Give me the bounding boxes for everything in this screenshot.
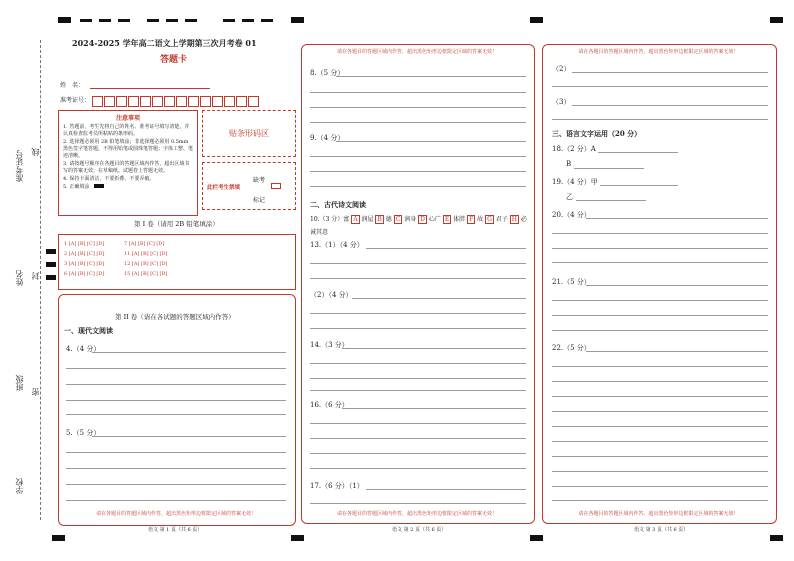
timing-mark xyxy=(291,17,304,23)
timing-mark xyxy=(147,19,159,22)
answer-line[interactable] xyxy=(342,348,526,349)
filled-example xyxy=(94,184,104,188)
absent-box xyxy=(202,162,296,210)
q10-box[interactable]: D xyxy=(420,216,425,223)
notice-box xyxy=(58,110,198,216)
timing-mark xyxy=(118,19,130,22)
page-title: 2024-2025 学年高二语文上学期第三次月考卷 01 xyxy=(72,38,257,48)
question-label: 14.（3 分） xyxy=(310,341,349,349)
answer-line[interactable] xyxy=(352,298,526,299)
answer-line[interactable] xyxy=(342,408,526,409)
answer-line[interactable] xyxy=(336,76,526,77)
page-subtitle: 答题卡 xyxy=(160,55,188,65)
answer-line[interactable] xyxy=(552,396,768,397)
answer-line[interactable] xyxy=(552,315,768,316)
q10-text: 必 xyxy=(520,216,527,223)
answer-line[interactable] xyxy=(366,248,526,249)
answer-line[interactable] xyxy=(310,423,526,424)
q10-box[interactable]: B xyxy=(377,216,382,223)
sidebar-feng: 封 xyxy=(31,272,40,280)
answer-line[interactable] xyxy=(92,436,286,437)
timing-mark xyxy=(223,19,235,22)
answer-line[interactable] xyxy=(92,352,286,353)
timing-mark xyxy=(770,17,783,23)
answer-line[interactable] xyxy=(66,368,286,369)
answer-line[interactable] xyxy=(586,285,768,286)
q10-text: 君子 xyxy=(495,216,508,223)
absent-left-label: 此栏考生禁填 xyxy=(207,185,241,191)
question-label: 21.（5 分） xyxy=(552,278,591,286)
answer-line[interactable] xyxy=(66,452,286,453)
id-field[interactable] xyxy=(92,92,260,111)
q10-text: 德 xyxy=(385,216,392,223)
q10-box[interactable]: F xyxy=(469,216,474,223)
name-field[interactable] xyxy=(90,88,210,89)
answer-line[interactable] xyxy=(310,328,526,329)
answer-line[interactable] xyxy=(310,503,526,504)
boundary-note: 请在各题目的答题区域内作答，超出黑色矩形边框限定区域的答案无效！ xyxy=(95,511,256,517)
answer-line[interactable] xyxy=(552,486,768,487)
absent-checkbox[interactable] xyxy=(271,183,281,189)
answer-line[interactable] xyxy=(310,313,526,314)
name-label: 姓 名： xyxy=(60,82,85,89)
absent-right-label: 标记 xyxy=(253,197,266,204)
answer-line[interactable] xyxy=(552,411,768,412)
answer-line[interactable] xyxy=(310,363,526,364)
answer-line[interactable] xyxy=(310,92,526,93)
answer-line[interactable] xyxy=(552,262,768,263)
answer-line[interactable] xyxy=(66,400,286,401)
answer-line[interactable] xyxy=(552,426,768,427)
sidebar-class-label: 班级 xyxy=(15,375,24,391)
q10-box[interactable]: C xyxy=(395,216,401,223)
answer-line[interactable] xyxy=(598,152,678,153)
timing-mark xyxy=(291,535,304,541)
question-label: 18.（2 分）A xyxy=(552,145,596,153)
sidebar-xian: 线 xyxy=(31,148,40,156)
mc-row[interactable]: 2 [A] [B] [C] [D] xyxy=(64,251,105,257)
question-label: 5.（5 分） xyxy=(66,429,101,437)
question-label: （3） xyxy=(552,98,571,106)
boundary-note: 请在各题目的答题区域内作答，超出黑色矩形边框限定区域的答案无效！ xyxy=(578,511,739,517)
question-label: 13.（1）（4 分） xyxy=(310,241,364,249)
answer-line[interactable] xyxy=(572,72,768,73)
sidebar-name-label: 姓名 xyxy=(15,270,24,286)
answer-line[interactable] xyxy=(572,105,768,106)
notice-item: 2. 选择题必须用 2B 铅笔填涂；非选择题必须用 0.5mm 黑色签字笔答题，不得用铅笔或圆珠笔答题；字体工整、笔迹清晰。 xyxy=(63,139,194,159)
answer-line[interactable] xyxy=(66,500,286,501)
section2-title: 第 II 卷（请在各试题的答题区域内作答） xyxy=(115,313,235,321)
notice-item-row xyxy=(63,184,193,191)
boundary-note: 请在各题目的答题区域内作答，超出黑色矩形边框限定区域的答案无效！ xyxy=(336,511,497,517)
notice-item: 3. 请按题号顺序在各题目的答题区域内作答，超出区域书写的答案无效；在草稿纸、试题卷上答题无效。 xyxy=(63,161,190,174)
timing-mark xyxy=(242,19,254,22)
absent-right-label: 缺考 xyxy=(253,177,266,184)
answer-line[interactable] xyxy=(66,414,286,415)
answer-line[interactable] xyxy=(552,86,768,87)
sidebar-mi: 密 xyxy=(31,388,40,396)
q10-box[interactable]: H xyxy=(511,216,517,223)
id-label: 准考证号： xyxy=(60,97,91,104)
q10-row xyxy=(310,214,527,223)
answer-line[interactable] xyxy=(552,330,768,331)
timing-mark xyxy=(770,535,783,541)
answer-line[interactable] xyxy=(310,171,526,172)
mc-row[interactable]: 7 [A] [B] [C] [D] xyxy=(124,241,165,247)
answer-line[interactable] xyxy=(552,500,768,501)
answer-line[interactable] xyxy=(310,378,526,379)
notice-item: 4. 保持卡面清洁，不要折叠、不要弄破。 xyxy=(63,176,155,182)
question-label: 8.（5 分） xyxy=(310,69,345,77)
answer-line[interactable] xyxy=(552,248,768,249)
answer-line[interactable] xyxy=(600,185,678,186)
answer-line[interactable] xyxy=(552,456,768,457)
section1-title: 第 I 卷（请用 2B 铅笔填涂） xyxy=(134,220,219,228)
answer-line[interactable] xyxy=(310,453,526,454)
sidebar-id-label: 准考证号 xyxy=(15,150,24,182)
answer-line[interactable] xyxy=(552,381,768,382)
answer-line[interactable] xyxy=(66,468,286,469)
mc-row[interactable]: 6 [A] [B] [C] [D] xyxy=(64,271,105,277)
question-label: 乙 xyxy=(566,193,573,201)
answer-line[interactable] xyxy=(552,471,768,472)
notice-item: 5. 正确填涂 xyxy=(63,184,90,190)
answer-line[interactable] xyxy=(366,489,526,490)
q10-box[interactable]: A xyxy=(353,216,358,223)
question-label: 4.（4 分） xyxy=(66,345,101,353)
question-label: 19.（4 分）甲 xyxy=(552,178,598,186)
answer-line[interactable] xyxy=(310,186,526,187)
question-label: 22.（5 分） xyxy=(552,344,591,352)
timing-mark xyxy=(99,19,111,22)
q10-text: 体胖 xyxy=(453,216,466,223)
mc-row[interactable]: 15 [A] [B] [C] [D] xyxy=(124,271,168,277)
timing-mark xyxy=(166,19,178,22)
answer-line[interactable] xyxy=(336,141,526,142)
answer-line[interactable] xyxy=(66,484,286,485)
answer-line[interactable] xyxy=(574,168,644,169)
mc-row[interactable]: 1 [A] [B] [C] [D] xyxy=(64,241,105,247)
timing-mark xyxy=(80,19,92,22)
mc-row[interactable]: 11 [A] [B] [C] [D] xyxy=(124,251,168,257)
answer-line[interactable] xyxy=(552,300,768,301)
q10-tail: 诚其意 xyxy=(310,229,329,236)
binding-line xyxy=(40,40,41,520)
notice-item: 1. 答题前，考生先将自己的姓名、准考证号填写清楚，并认真检查监考员所粘贴的条形码。 xyxy=(63,124,190,137)
timing-mark xyxy=(46,262,56,267)
q10-text: 润身 xyxy=(404,216,417,223)
answer-line[interactable] xyxy=(586,218,768,219)
answer-line[interactable] xyxy=(552,233,768,234)
timing-mark xyxy=(530,535,543,541)
page-footer: 语文 第 3 页（共 6 页） xyxy=(634,527,689,533)
answer-line[interactable] xyxy=(66,384,286,385)
answer-line[interactable] xyxy=(310,263,526,264)
q10-box[interactable]: G xyxy=(487,216,492,223)
answer-line[interactable] xyxy=(310,438,526,439)
timing-mark xyxy=(46,275,56,280)
answer-line[interactable] xyxy=(586,351,768,352)
question-label: 20.（4 分） xyxy=(552,211,591,219)
answer-line[interactable] xyxy=(310,107,526,108)
q10-box[interactable]: E xyxy=(444,216,450,223)
question-label: （2） xyxy=(552,65,571,73)
answer-line[interactable] xyxy=(552,119,768,120)
answer-line[interactable] xyxy=(552,366,768,367)
question-label: （2）（4 分） xyxy=(310,291,353,299)
page-footer: 语文 第 2 页（共 6 页） xyxy=(392,527,447,533)
answer-line[interactable] xyxy=(552,441,768,442)
barcode-label: 贴条形码区 xyxy=(229,129,269,138)
answer-line[interactable] xyxy=(310,122,526,123)
boundary-note: 请在各题目的答题区域内作答，超出黑色矩形边框限定区域的答案无效！ xyxy=(336,49,497,55)
answer-line[interactable] xyxy=(310,278,526,279)
timing-mark xyxy=(46,249,56,254)
notice-title: 注意事项 xyxy=(115,115,140,122)
q10-label: 10.（3 分）富 xyxy=(310,216,350,223)
part3-heading: 三、语言文字运用（20 分） xyxy=(552,129,642,138)
sidebar-school-label: 学校 xyxy=(15,478,24,494)
part1-heading: 一、现代文阅读 xyxy=(64,326,113,335)
question-label: 17.（6 分）（1） xyxy=(310,482,364,490)
page-footer: 语文 第 1 页（共 6 页） xyxy=(148,527,203,533)
part2-heading: 二、古代诗文阅读 xyxy=(310,200,366,209)
answer-line[interactable] xyxy=(576,200,646,201)
boundary-note: 请在各题目的答题区域内作答，超出黑色矩形边框限定区域的答案无效！ xyxy=(578,49,739,55)
question-label: B xyxy=(566,160,572,168)
timing-mark xyxy=(52,535,65,541)
barcode-area xyxy=(202,110,296,157)
q10-text: 润屋 xyxy=(361,216,374,223)
answer-line[interactable] xyxy=(310,390,526,391)
answer-line[interactable] xyxy=(310,468,526,469)
q10-text: 心广 xyxy=(428,216,441,223)
timing-mark xyxy=(185,19,197,22)
mc-row[interactable]: 12 [A] [B] [C] [D] xyxy=(124,261,168,267)
timing-mark xyxy=(58,17,71,23)
timing-mark xyxy=(530,17,543,23)
timing-mark xyxy=(261,19,273,22)
answer-line[interactable] xyxy=(310,156,526,157)
question-label: 9.（4 分） xyxy=(310,134,345,142)
answer-frame-2 xyxy=(301,44,535,524)
mc-row[interactable]: 3 [A] [B] [C] [D] xyxy=(64,261,105,267)
question-label: 16.（6 分） xyxy=(310,401,349,409)
q10-text: 故 xyxy=(477,216,484,223)
